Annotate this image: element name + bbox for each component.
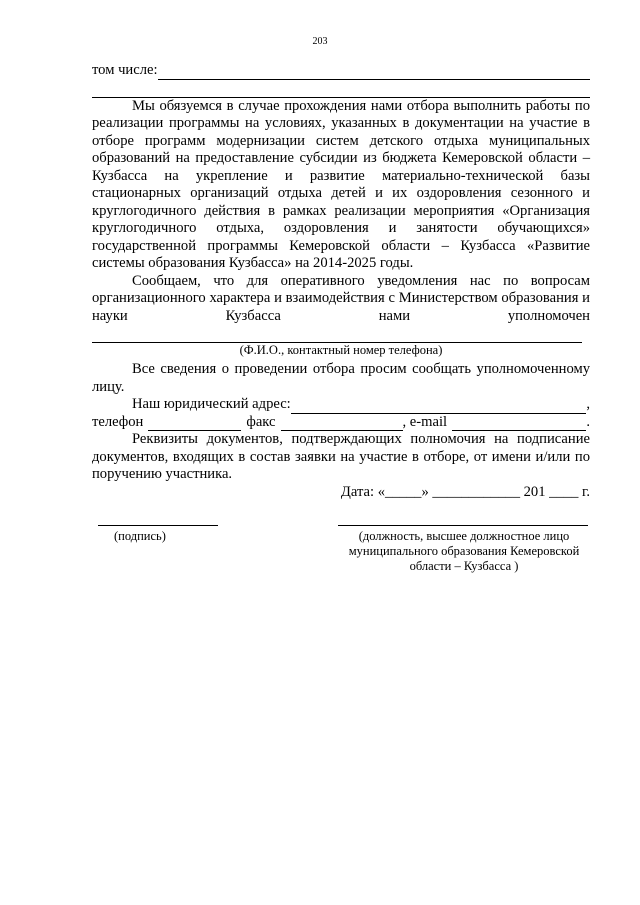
contacts-line bbox=[92, 414, 590, 432]
including-line bbox=[92, 62, 590, 80]
fax-label: факс bbox=[246, 413, 276, 430]
fax-blank[interactable] bbox=[281, 418, 403, 431]
signature-block bbox=[92, 513, 590, 583]
including-blank[interactable] bbox=[158, 67, 590, 80]
requisites-paragraph: Реквизиты документов, подтверждающих полномочия на подписание документов, входящих в состав заявки на участие в отборе, от имени и/или по поручению участника. bbox=[92, 431, 590, 482]
obligation-paragraph: Мы обязуемся в случае прохождения нами отбора выполнить работы по реализации программы на условиях, указанных в документации на участие в отборе программ модернизации систем детского отдыха муниципальных образований на предоставление субсидии из бюджета Кемеровской области – Кузбасса на укрепление и развитие материально-технической базы стационарных организаций отдыха детей и их оздоровления сезонного и круглогодичного действия в рамках реализации мероприятия «Организация круглогодичного отдыха, оздоровления и занятости обучающихся» государственной программы Кемеровской области – Кузбасса «Развитие системы образования Кузбасса» на 2014-2025 годы. bbox=[92, 97, 590, 271]
email-label: , e-mail bbox=[402, 413, 448, 430]
address-label: Наш юридический адрес: bbox=[132, 396, 291, 412]
address-blank[interactable] bbox=[291, 401, 587, 414]
phone-blank[interactable] bbox=[148, 418, 241, 431]
email-blank[interactable] bbox=[452, 418, 586, 431]
page-number: 203 bbox=[312, 36, 328, 47]
including-label: том числе: bbox=[92, 62, 158, 78]
phone-label: телефон bbox=[92, 413, 144, 430]
email-end: . bbox=[586, 413, 590, 430]
position-blank[interactable] bbox=[338, 513, 588, 526]
date-line: Дата: «_____» ____________ 201 ____ г. bbox=[340, 483, 590, 500]
fio-caption: (Ф.И.О., контактный номер телефона) bbox=[239, 343, 443, 357]
address-end: , bbox=[586, 396, 590, 412]
info-paragraph: Все сведения о проведении отбора просим сообщать уполномоченному лицу. bbox=[92, 361, 590, 395]
position-caption: (должность, высшее должностное лицо муниципального образования Кемеровской области – Кузбасса ) bbox=[348, 529, 580, 573]
address-line bbox=[92, 396, 590, 414]
document-body bbox=[92, 62, 590, 501]
signature-blank[interactable] bbox=[98, 513, 218, 526]
blank-line[interactable] bbox=[92, 81, 590, 98]
notification-paragraph: Сообщаем, что для оперативного уведомления нас по вопросам организационного характера и взаимодействия с Министерством образования и науки Кузбасса нами уполномочен bbox=[92, 272, 590, 324]
authorized-person-blank[interactable] bbox=[92, 326, 582, 343]
signature-caption: (подпись) bbox=[114, 529, 166, 543]
